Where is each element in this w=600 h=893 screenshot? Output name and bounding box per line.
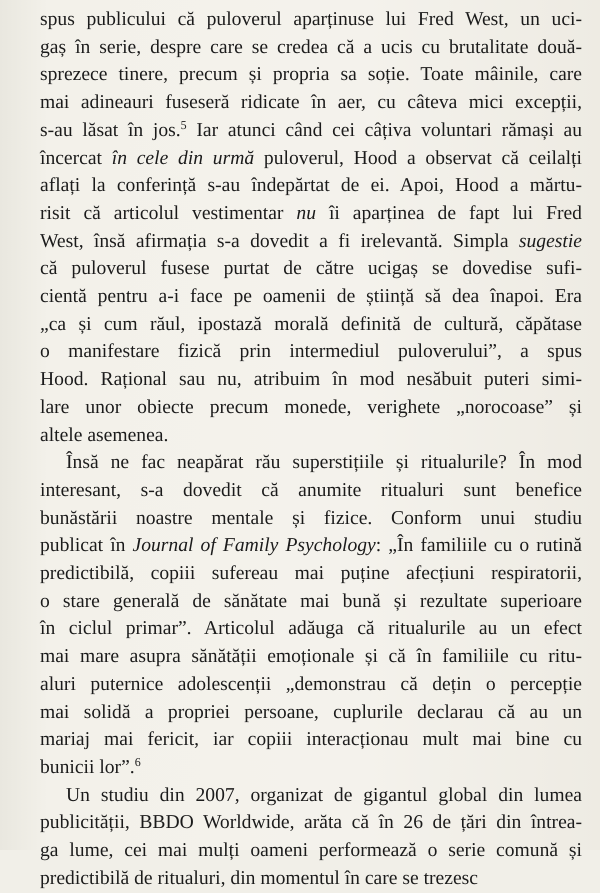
text-line [40,283,582,311]
text-line [40,588,582,616]
text-line [40,837,582,865]
text-run: spus publicului că puloverul aparținuse lui Fred West, un uci- [40,9,582,30]
text-run: bunicii lor”. [40,756,135,778]
text-run: aflați la conferință s-au îndepărtat de ei. Apoi, Hood a mărtu- [40,175,582,197]
text-line [40,145,582,173]
text-run: Un studiu din 2007, organizat de gigantul global din lumea [66,784,582,806]
text-run: puloverul, Hood a observat că ceilalți [254,147,582,169]
text-line [40,449,582,477]
text-line [40,366,582,394]
text-line [40,422,582,450]
text-line [40,34,582,62]
text-run: mai adineauri fuseseră ridicate în aer, cu câteva mici excepții, [40,92,582,114]
paragraph [40,782,582,893]
text-run: sprezece tinere, precum și propria sa soție. Toate mâinile, care [40,64,582,86]
italic-text: nu [296,202,316,224]
text-run: bunăstării noastre mentale și fizice. Conform unui studiu [40,507,582,529]
text-line [40,505,582,533]
text-run: publicat în [40,535,133,557]
text-line [40,311,582,339]
text-run: mai mare asupra sănătății emoționale și că în familiile cu ritu- [40,646,582,668]
text-line [40,477,582,505]
text-line [40,89,582,117]
text-run: : „În familiile cu o rutină [375,535,582,557]
text-line [40,809,582,837]
text-line [40,255,582,283]
text-run: aluri puternice adolescenții „demonstrau că dețin o percepție [40,673,582,695]
text-line [40,754,582,782]
text-run: Însă ne fac neapărat rău superstițiile și ritualurile? În mod [66,452,582,474]
text-run: Iar atunci când cei câțiva voluntari rămași au [186,119,582,141]
text-run: West, însă afirmația s-a dovedit a fi irelevantă. Simpla [40,230,519,252]
italic-text: în cele din urmă [111,147,255,169]
text-line [40,200,582,228]
text-line [40,726,582,754]
text-line [40,394,582,422]
text-run: mariaj mai fericit, iar copiii interacționau mult mai bine cu [40,729,582,751]
body-text [40,6,582,893]
text-run: că puloverul fusese purtat de către ucigaș se dovedise sufi- [40,258,582,280]
text-run: predictibilă de ritualuri, din momentul în care se trezesc [40,867,478,889]
text-run: ga lume, cei mai mulți oameni performează o serie comună și [40,840,582,862]
text-run: altele asemenea. [40,424,169,446]
paragraph [40,6,582,449]
text-run: încercat [40,147,112,169]
text-line [40,615,582,643]
footnote-reference: 6 [134,754,141,769]
text-run: lare unor obiecte precum monede, verighete „norocoase” și [40,396,582,418]
text-run: Hood. Rațional sau nu, atribuim în mod nesăbuit puteri simi- [40,369,582,391]
text-line [40,865,582,893]
italic-text: Journal of Family Psychology [132,535,376,557]
text-line [40,671,582,699]
text-run: interesant, s-a dovedit că anumite ritualuri sunt benefice [40,479,582,501]
footnote-reference: 5 [180,117,187,132]
text-line [40,560,582,588]
text-line [40,643,582,671]
text-line [40,532,582,560]
text-run: s-au lăsat în jos. [40,119,181,141]
text-run: îi aparținea de fapt lui Fred [316,202,582,224]
paragraph [40,449,582,781]
text-line [40,338,582,366]
text-line [40,782,582,810]
text-run: gaș în serie, despre care se credea că a ucis cu brutalitate două- [40,36,582,58]
text-line [40,699,582,727]
text-line [40,228,582,256]
text-run: predictibilă, copiii sufereau mai puține afecțiuni respiratorii, [40,563,582,585]
text-run: în ciclul primar”. Articolul adăuga că ritualurile au un efect [40,618,582,640]
italic-text: sugestie [518,230,582,252]
text-run: risit că articolul vestimentar [40,202,297,224]
text-line [40,117,582,145]
text-run: o manifestare fizică prin intermediul puloverului”, a spus [40,341,582,363]
text-run: cientă pentru a-i face pe oamenii de știință să dea înapoi. Era [40,286,582,308]
text-run: „ca și cum răul, ipostază morală definită de cultură, căpătase [40,313,582,335]
text-line [40,61,582,89]
text-run: mai solidă a propriei persoane, cuplurile declarau că au un [40,701,582,723]
text-run: o stare generală de sănătate mai bună și rezultate superioare [40,590,582,612]
text-line [40,6,582,34]
text-line [40,172,582,200]
text-run: publicității, BBDO Worldwide, arăta că în 26 de țări din întrea- [40,812,582,834]
